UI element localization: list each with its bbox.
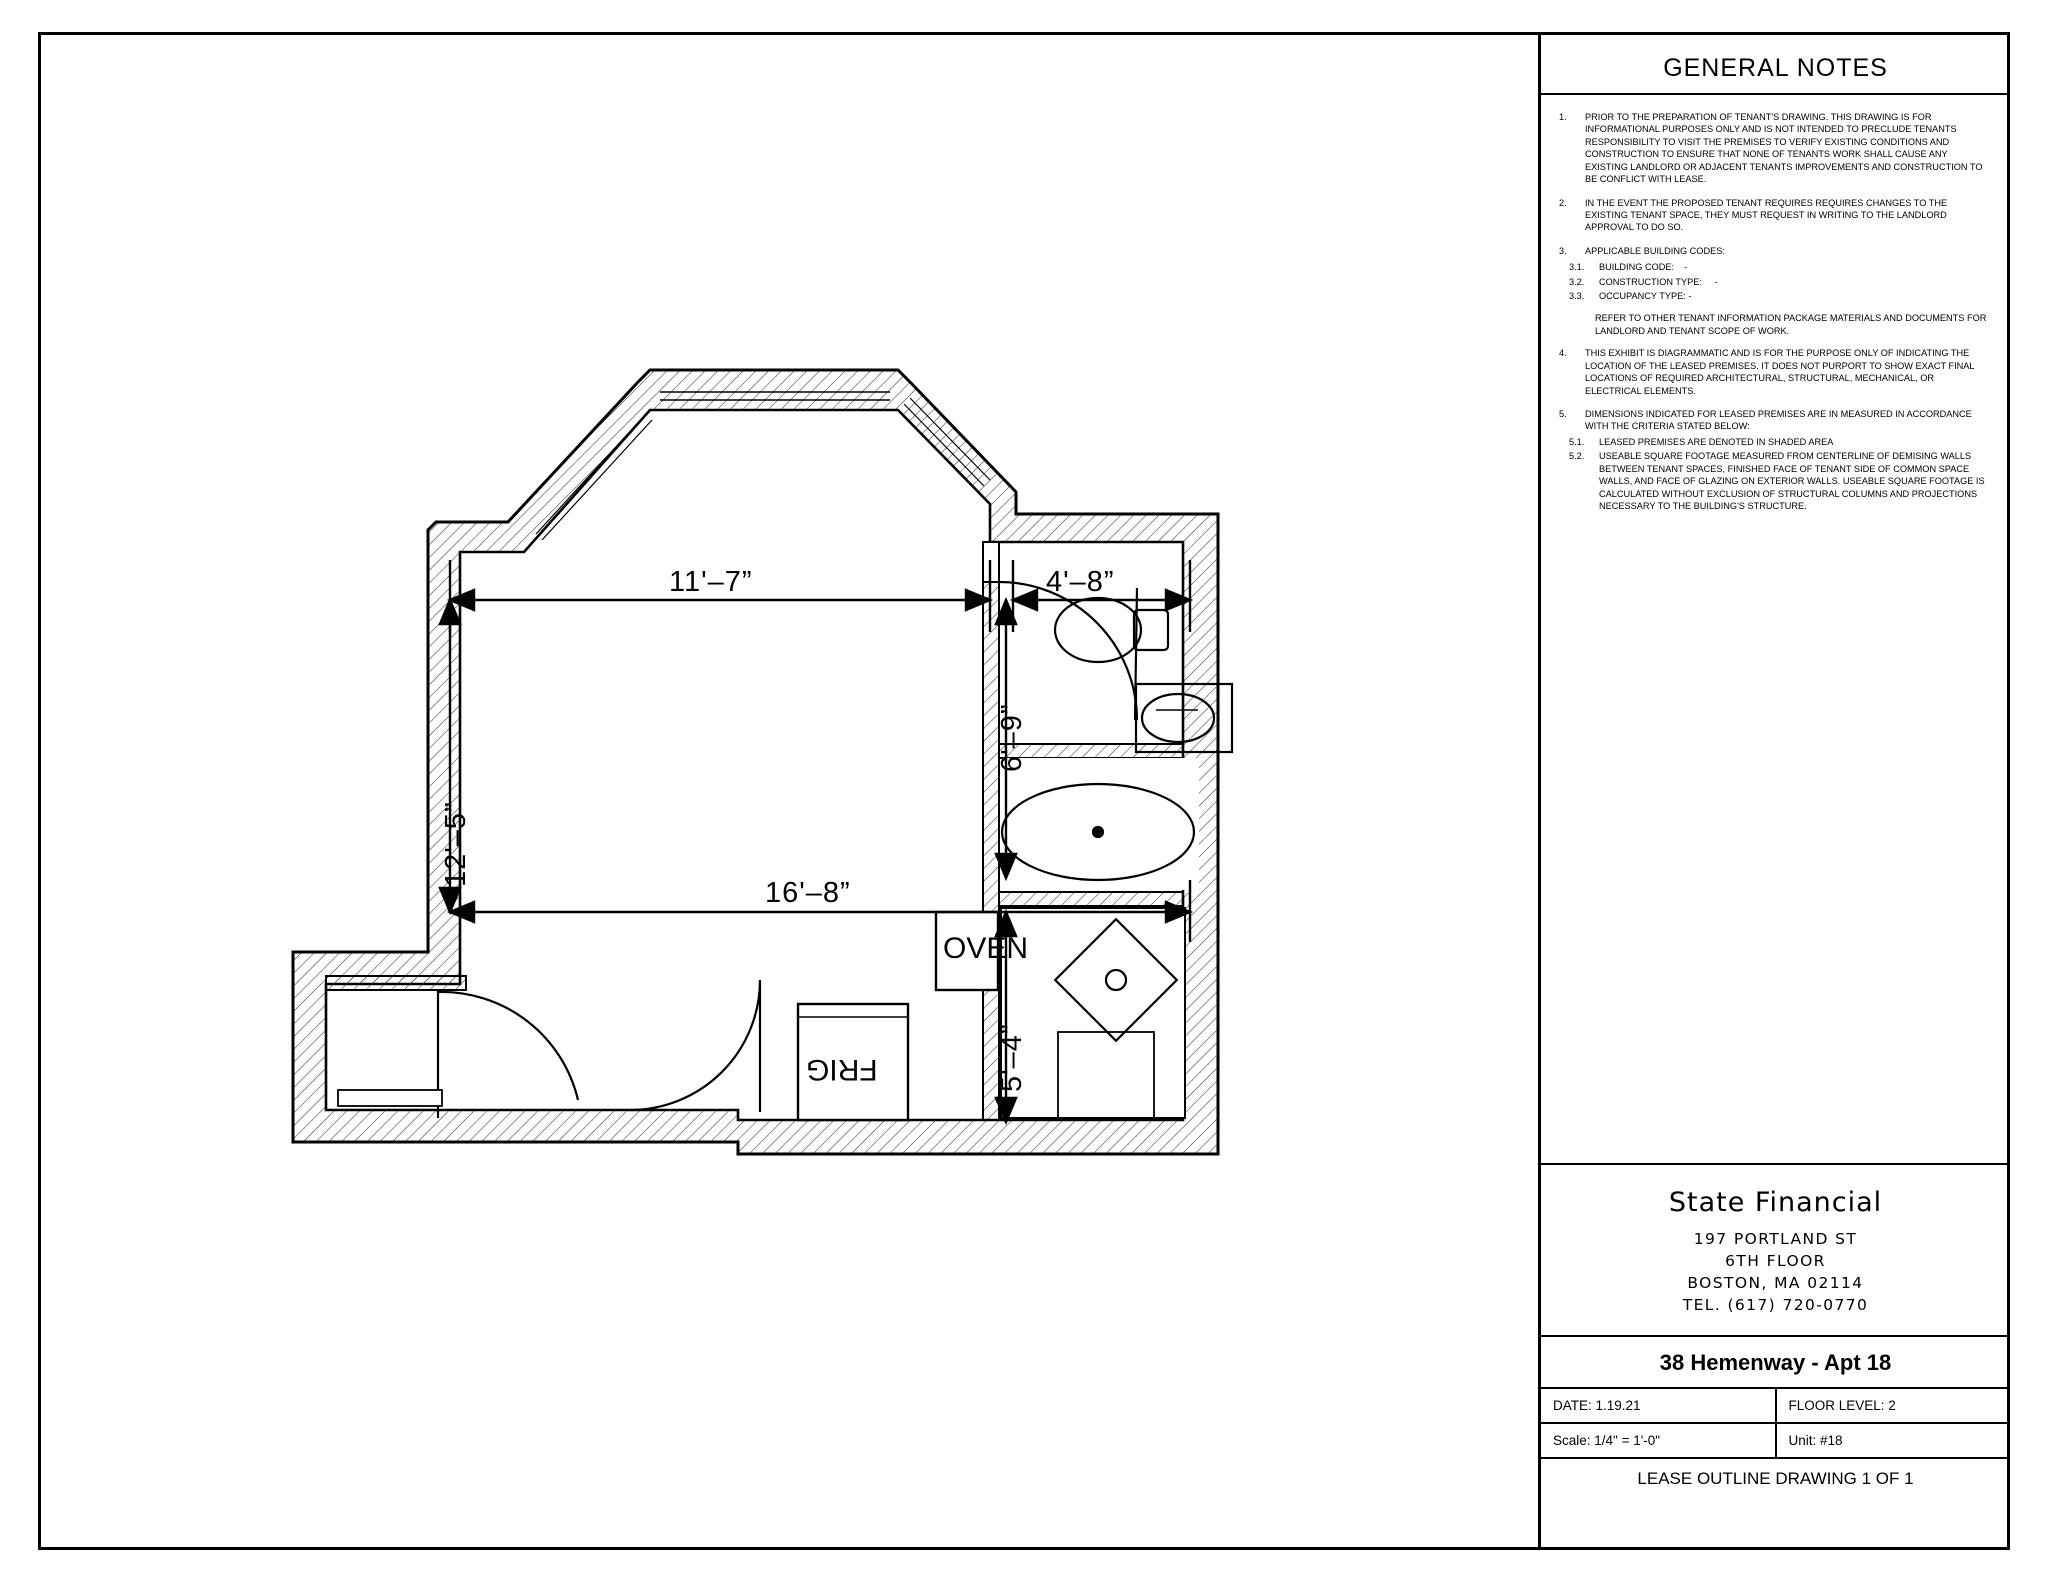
project-title: 38 Hemenway - Apt 18 — [1541, 1337, 2010, 1389]
note-item — [1559, 197, 1992, 234]
company-name: State Financial — [1668, 1187, 1883, 1218]
address-line-3: BOSTON, MA 02114 — [1687, 1274, 1864, 1292]
note-text: APPLICABLE BUILDING CODES: — [1585, 245, 1725, 256]
note-item — [1559, 408, 1992, 433]
general-notes-body — [1541, 95, 2010, 524]
note-number: 2. — [1559, 197, 1567, 208]
scale-cell: Scale: 1/4" = 1'-0" — [1541, 1424, 1777, 1457]
note-item — [1559, 111, 1992, 186]
company-block — [1541, 1165, 2010, 1337]
note-number: 3. — [1559, 245, 1567, 256]
note-number: 3.1. — [1569, 262, 1585, 273]
oven-label: OVEN — [943, 932, 1029, 965]
note-number: 1. — [1559, 112, 1567, 122]
company-address — [1541, 1218, 2010, 1316]
lease-outline-footer: LEASE OUTLINE DRAWING 1 OF 1 — [1637, 1469, 1914, 1488]
note-subitem — [1559, 276, 1992, 288]
dimension-label-bath-width: 4'–8” — [1046, 566, 1115, 598]
dimension-label-kitchen-depth: 5'–4” — [996, 1023, 1028, 1092]
dimension-label-width-top: 11'–7” — [669, 566, 753, 598]
dimension-label-height-left: 12'–5” — [440, 801, 472, 887]
note-subitem — [1559, 436, 1992, 448]
date-cell: DATE: 1.19.21 — [1541, 1389, 1777, 1422]
note-number: 5.1. — [1569, 436, 1585, 447]
note-text: IN THE EVENT THE PROPOSED TENANT REQUIRES REQUIRES CHANGES TO THE EXISTING TENANT SPACE, THEY MUST REQUEST IN WRITING TO THE LANDLORD APPROVAL TO DO SO. — [1585, 197, 1948, 233]
note-text: USEABLE SQUARE FOOTAGE MEASURED FROM CENTERLINE OF DEMISING WALLS BETWEEN TENANT SPACES, FINISHED FACE OF TENANT SIDE OF COMMON SPACE WALLS, AND FACE OF GLAZING ON EXTERIOR WALLS. USEABLE SQUARE FOOTAGE IS CALCULATED WITHOUT EXCLUSION OF STRUCTURAL COLUMNS AND PROJECTIONS NECESSARY TO THE BUILDING'S STRUCTURE. — [1599, 451, 1985, 511]
note-number: 5. — [1559, 409, 1567, 420]
note-number: 3.3. — [1569, 291, 1585, 302]
note-item — [1559, 347, 1992, 397]
note-text: BUILDING CODE: - — [1599, 262, 1688, 273]
note-subitem — [1559, 450, 1992, 512]
info-row — [1541, 1389, 2010, 1424]
general-notes-title: GENERAL NOTES — [1541, 32, 2010, 95]
floor-level-cell: FLOOR LEVEL: 2 — [1788, 1398, 1896, 1413]
note-number: 4. — [1559, 348, 1567, 359]
note-refer-text: REFER TO OTHER TENANT INFORMATION PACKAGE MATERIALS AND DOCUMENTS FOR LANDLORD AND TENANT SCOPE OF WORK. — [1595, 313, 1987, 336]
dimension-label-bath-depth: 6'–9” — [996, 703, 1028, 772]
floor-plan — [38, 32, 1538, 1550]
note-number: 3.2. — [1569, 276, 1585, 287]
address-line-1: 197 PORTLAND ST — [1693, 1230, 1858, 1248]
note-text: CONSTRUCTION TYPE: - — [1599, 276, 1718, 287]
note-text: OCCUPANCY TYPE: - — [1599, 291, 1692, 302]
address-line-2: 6TH FLOOR — [1725, 1252, 1826, 1270]
note-text: THIS EXHIBIT IS DIAGRAMMATIC AND IS FOR THE PURPOSE ONLY OF INDICATING THE LOCATION OF THE LEASED PREMISES. IT DOES NOT PURPORT TO SHOW EXACT FINAL LOCATIONS OF REQUIRED ARCHITECTURAL, STRUCTURAL, MECHANICAL, OR ELECTRICAL ELEMENTS. — [1585, 348, 1975, 396]
note-text: LEASED PREMISES ARE DENOTED IN SHADED AREA — [1599, 436, 1834, 447]
floor-plan-svg — [38, 32, 1538, 1550]
fridge-label: FRIG — [806, 1053, 878, 1086]
note-text: PRIOR TO THE PREPARATION OF TENANT'S DRAWING. THIS DRAWING IS FOR INFORMATIONAL PURPOSES ONLY AND IS NOT INTENDED TO PRECLUDE TENANTS RESPONSIBILITY TO VISIT THE PREMISES TO VERIFY EXISTING CONDITIONS AND CONSTRUCTION TO ENSURE THAT NONE OF TENANTS WORK SHALL CAUSE ANY EXISTING LANDLORD OR ADJACENT TENANTS IMPROVEMENTS AND CONSTRUCTION TO BE CONFLICT WITH LEASE. — [1585, 112, 1983, 185]
note-subitem — [1559, 261, 1992, 273]
title-block-column — [1538, 32, 2010, 1550]
company-phone: TEL. (617) 720-0770 — [1682, 1296, 1869, 1314]
general-notes-panel — [1541, 32, 2010, 1165]
unit-cell: Unit: #18 — [1788, 1433, 1843, 1448]
info-grid — [1541, 1389, 2010, 1459]
note-item — [1559, 245, 1992, 257]
info-row — [1541, 1424, 2010, 1459]
note-subitem — [1559, 290, 1992, 302]
note-text: DIMENSIONS INDICATED FOR LEASED PREMISES ARE IN MEASURED IN ACCORDANCE WITH THE CRITERIA STATED BELOW: — [1585, 409, 1972, 432]
dimension-label-width-mid: 16'–8” — [765, 877, 851, 909]
note-number: 5.2. — [1569, 451, 1585, 462]
